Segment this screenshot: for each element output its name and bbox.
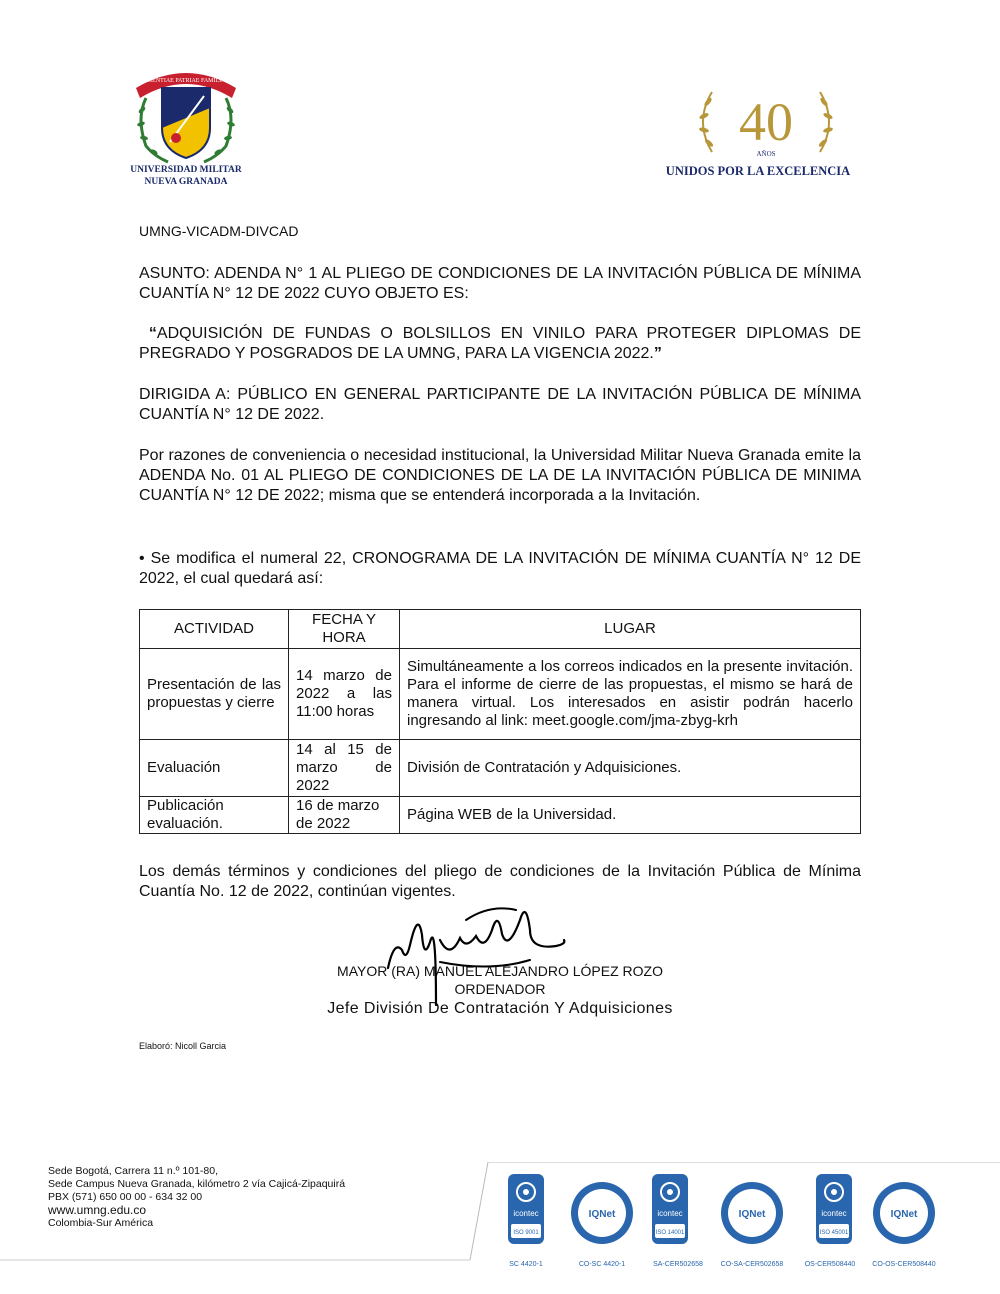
table-cell: Página WEB de la Universidad. <box>400 797 861 834</box>
footer-country: Colombia-Sur América <box>48 1217 154 1229</box>
footer-contact <box>48 1165 345 1230</box>
table-cell: 14 al 15 de marzo de 2022 <box>289 740 400 797</box>
cert-code: SA-CER502658 <box>653 1261 703 1268</box>
iqnet-badge-icon <box>873 1182 935 1244</box>
icontec-badge-icon <box>652 1174 688 1244</box>
header-date: FECHA Y HORA <box>289 610 400 649</box>
handwritten-signature-icon <box>380 890 580 1010</box>
bullet-paragraph: • Se modifica el numeral 22, CRONOGRAMA DE LA INVITACIÓN DE MÍNIMA CUANTÍA N° 12 DE 2022, el cual quedará así: <box>139 550 861 587</box>
table-cell: Presentación de las propuestas y cierre <box>140 649 289 740</box>
table-cell: Simultáneamente a los correos indicados en la presente invitación. Para el informe de cierre de las propuestas, el mismo se hará de manera virtual. Los interesados en asistir podrán hacerlo ingresando al link: meet.google.com/jma-zbyg-krh <box>400 649 861 740</box>
table-header-row <box>140 610 861 649</box>
prepared-by: Elaboró: Nicoll Garcia <box>139 1041 227 1051</box>
icontec-badge-icon <box>508 1174 544 1244</box>
svg-text:ISO 45001: ISO 45001 <box>819 1230 849 1236</box>
addressed-to-paragraph: DIRIGIDA A: PÚBLICO EN GENERAL PARTICIPANTE DE LA INVITACIÓN PÚBLICA DE MÍNIMA CUANTÍA N° 12 DE 2022. <box>139 386 861 423</box>
iqnet-badge-icon <box>721 1182 783 1244</box>
footer-line: Sede Campus Nueva Granada, kilómetro 2 vía Cajicá-Zipaquirá <box>48 1178 346 1190</box>
svg-text:icontec: icontec <box>821 1209 847 1218</box>
certification-badges <box>500 1170 950 1280</box>
motto-banner: SCIENTIAE PATRIAE FAMILIAE <box>142 78 230 84</box>
footer-line: Sede Bogotá, Carrera 11 n.º 101-80, <box>48 1165 218 1177</box>
header-place: LUGAR <box>400 610 861 649</box>
table-row <box>140 797 861 834</box>
signer-department: Jefe División De Contratación Y Adquisiciones <box>327 1000 673 1017</box>
footer-line: PBX (571) 650 00 00 - 634 32 00 <box>48 1191 203 1203</box>
cert-code: SC 4420-1 <box>509 1261 543 1268</box>
table-cell: 16 de marzo de 2022 <box>289 797 400 834</box>
signer-role: ORDENADOR <box>454 981 546 997</box>
anniversary-years: AÑOS <box>756 150 776 158</box>
icontec-badge-icon <box>816 1174 852 1244</box>
header-activity: ACTIVIDAD <box>140 610 289 649</box>
object-paragraph <box>139 324 861 364</box>
table-cell: 14 marzo de 2022 a las 11:00 horas <box>289 649 400 740</box>
svg-text:icontec: icontec <box>513 1209 539 1218</box>
closing-paragraph: Los demás términos y condiciones del pliego de condiciones de la Invitación Pública de Mínima Cuantía No. 12 de 2022, continúan vigentes. <box>139 863 861 900</box>
subject-paragraph: ASUNTO: ADENDA N° 1 AL PLIEGO DE CONDICIONES DE LA INVITACIÓN PÚBLICA DE MÍNIMA CUANTÍA N° 12 DE 2022 CUYO OBJETO ES: <box>139 265 861 302</box>
svg-text:ISO 9001: ISO 9001 <box>513 1230 539 1236</box>
umng-coat-of-arms-icon <box>136 73 236 162</box>
open-quote: “ <box>148 325 157 342</box>
document-reference: UMNG-VICADM-DIVCAD <box>139 223 299 239</box>
svg-text:ISO 14001: ISO 14001 <box>655 1230 685 1236</box>
table-cell: Evaluación <box>140 740 289 797</box>
iqnet-badge-icon <box>571 1182 633 1244</box>
anniversary-logo <box>650 82 865 182</box>
university-name-line2: NUEVA GRANADA <box>144 177 228 187</box>
cert-code: CO-OS-CER508440 <box>872 1261 936 1268</box>
cert-code: CO-SC 4420-1 <box>578 1261 626 1268</box>
anniversary-number: 40 <box>739 92 793 152</box>
body-paragraph: Por razones de conveniencia o necesidad institucional, la Universidad Militar Nueva Granada emite la ADENDA No. 01 AL PLIEGO DE CONDICIONES DE LA DE LA INVITACIÓN PÚBLICA DE MINIMA CUANTÍA N° 12 DE 2022; misma que se entenderá incorporada a la Invitación. <box>139 447 861 504</box>
footer-website: www.umng.edu.co <box>48 1203 147 1217</box>
table-cell: Publicación evaluación. <box>140 797 289 834</box>
svg-text:IQNet: IQNet <box>588 1209 616 1220</box>
table-row <box>140 649 861 740</box>
cert-code: CO-SA-CER502658 <box>720 1261 784 1268</box>
cert-code: OS-CER508440 <box>804 1261 856 1268</box>
umng-logo <box>128 58 244 190</box>
table-cell: División de Contratación y Adquisiciones. <box>400 740 861 797</box>
schedule-table <box>139 609 861 834</box>
svg-text:icontec: icontec <box>657 1209 683 1218</box>
university-name-line1: UNIVERSIDAD MILITAR <box>130 165 242 175</box>
object-text: ADQUISICIÓN DE FUNDAS O BOLSILLOS EN VINILO PARA PROTEGER DIPLOMAS DE PREGRADO Y POSGRADOS DE LA UMNG, PARA LA VIGENCIA 2022. <box>139 325 861 362</box>
svg-text:IQNet: IQNet <box>738 1209 766 1220</box>
close-quote: ” <box>653 345 662 362</box>
svg-text:IQNet: IQNet <box>890 1209 918 1220</box>
table-row <box>140 740 861 797</box>
anniversary-tagline: UNIDOS POR LA EXCELENCIA <box>665 164 851 178</box>
signer-name: MAYOR (RA) MANUEL ALEJANDRO LÓPEZ ROZO <box>337 963 663 979</box>
